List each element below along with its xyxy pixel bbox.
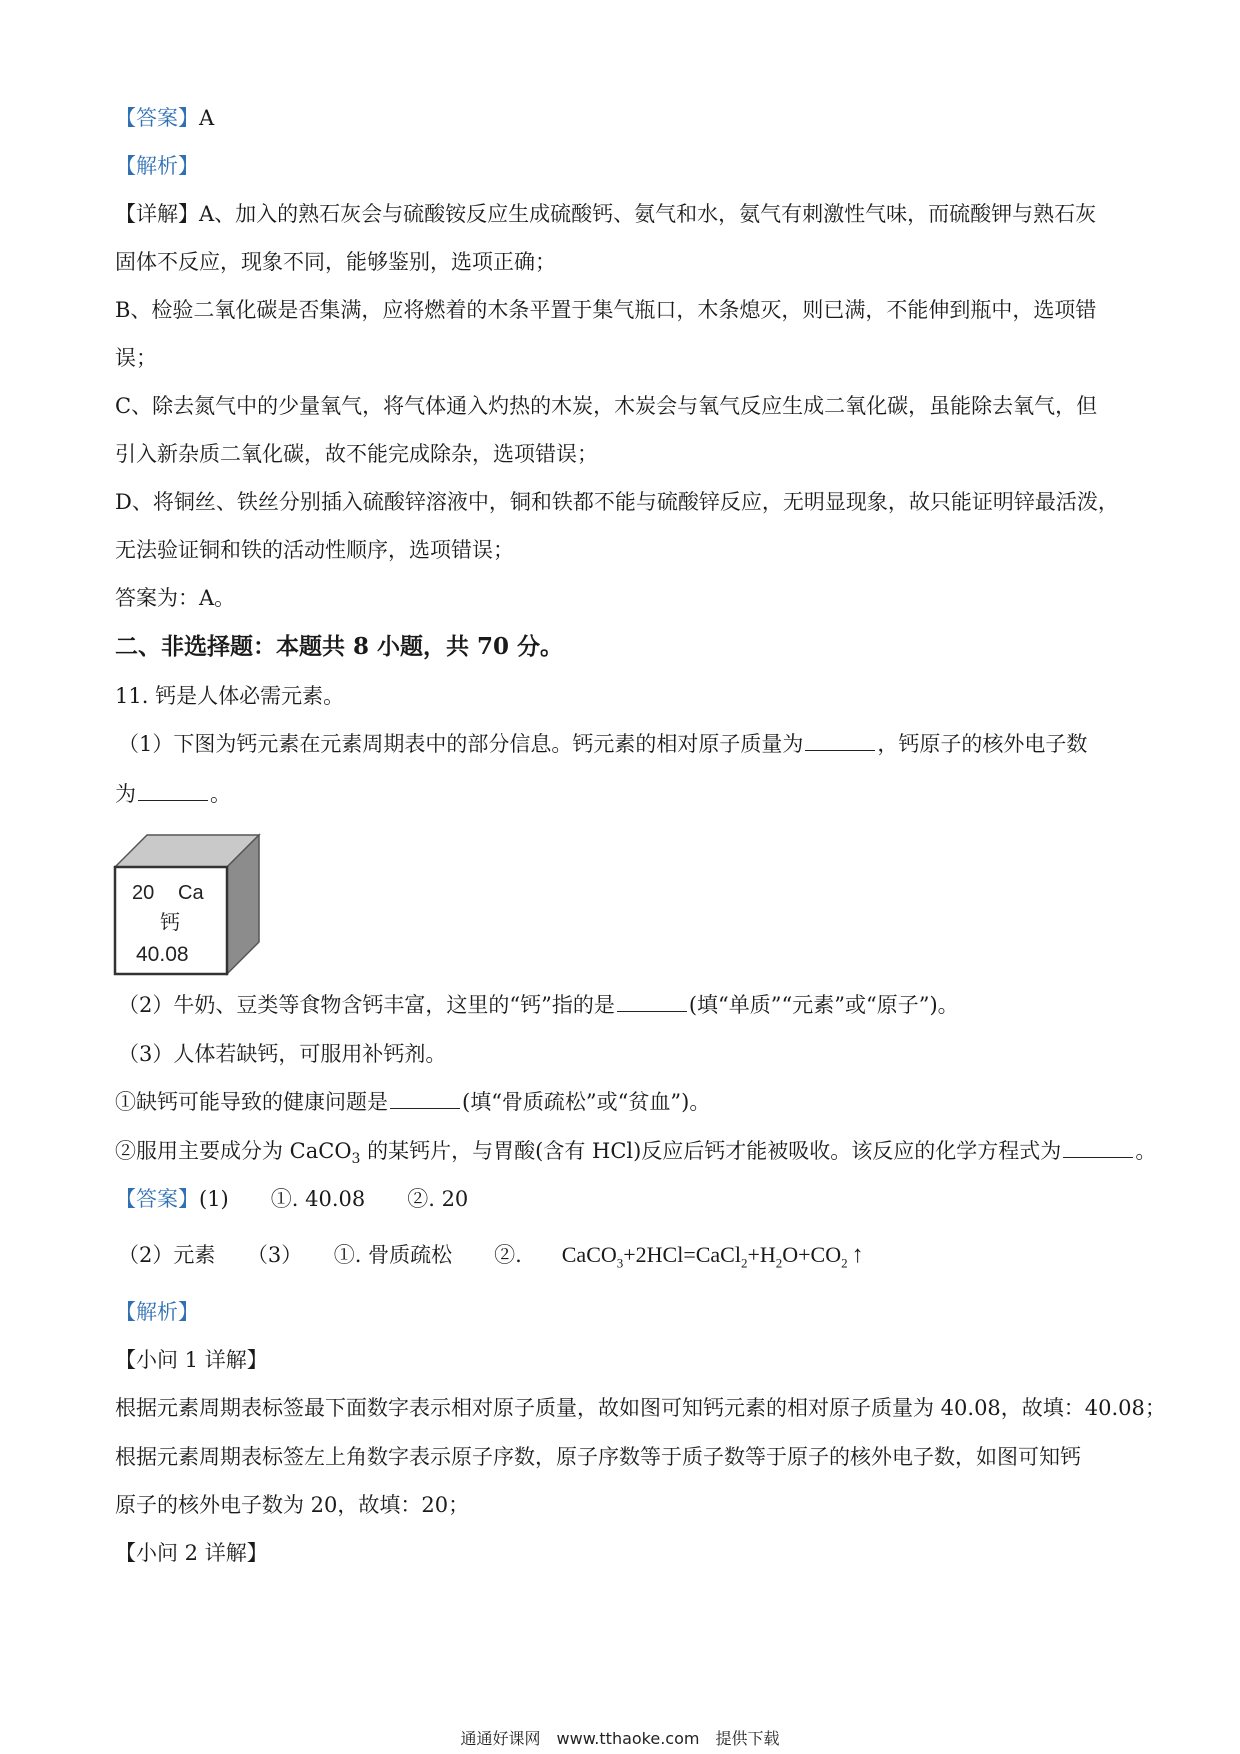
eq-part: +2HCl=CaCl [623,1242,741,1267]
q11-stem: 11. 钙是人体必需元素。 [115,684,345,708]
answer-value: A [199,106,215,130]
eq-sub: 2 [775,1255,783,1271]
eq-part: O+CO [782,1242,842,1267]
answer-blank [1063,1137,1133,1158]
answer-part2-3: （2）元素 （3） ①. 骨质疏松 ②. [118,1243,522,1267]
q10-detail-d1: D、将铜丝、铁丝分别插入硫酸锌溶液中，铜和铁都不能与硫酸锌反应，无明显现象，故只能证明锌最活泼， [115,490,1119,514]
q11-sub1-line1: 根据元素周期表标签最下面数字表示相对原子质量，故如图可知钙元素的相对原子质量为 40.08，故填：40.08； [115,1396,1166,1420]
detail-a-line1: A、加入的熟石灰会与硫酸铵反应生成硫酸钙、氨气和水，氨气有刺激性气味，而硫酸钾与熟石灰 [199,202,1097,226]
part3-2-subscript: 3 [351,1151,361,1168]
part2-text-b: (填“单质”“元素”或“原子”)。 [688,993,959,1017]
calcium-element-card [112,832,272,982]
part3-2-text-a: ②服用主要成分为 CaCO [115,1139,352,1163]
detail-tag: 【详解】 [115,202,199,226]
atomic-mass: 40.08 [136,943,189,966]
q10-detail-a2: 固体不反应，现象不同，能够鉴别，选项正确； [115,250,556,274]
q11-part2 [118,990,959,1020]
q11-part3-1 [115,1087,710,1117]
answer-blank [138,780,208,801]
q11-analysis-tag: 【解析】 [115,1300,199,1324]
page-footer: 通通好课网 www.tthaoke.com 提供下载 [460,1729,780,1748]
q11-sub1-tag: 【小问 1 详解】 [115,1348,268,1372]
gas-arrow: ↑ [851,1242,864,1268]
part1-text-a: （1）下图为钙元素在元素周期表中的部分信息。钙元素的相对原子质量为 [118,732,804,756]
q11-answer-line1 [115,1184,468,1214]
q11-part3-2 [115,1136,1156,1174]
q10-detail-b1: B、检验二氧化碳是否集满，应将燃着的木条平置于集气瓶口，木条熄灭，则已满，不能伸到瓶中，选项错 [115,298,1097,322]
q10-detail-b2: 误； [115,346,157,370]
eq-sub: 2 [740,1255,748,1271]
q11-part1-line2 [115,779,231,809]
part2-text-a: （2）牛奶、豆类等食物含钙丰富，这里的“钙”指的是 [118,993,615,1017]
q10-conclusion: 答案为：A。 [115,586,236,610]
q11-part3: （3）人体若缺钙，可服用补钙剂。 [118,1042,447,1066]
q11-part1-line1 [118,729,1087,759]
answer-blank [805,730,875,751]
part3-1-text-a: ①缺钙可能导致的健康问题是 [115,1090,388,1114]
chemical-equation [561,1242,864,1271]
answer-blank [617,991,687,1012]
q10-detail-d2: 无法验证铜和铁的活动性顺序，选项错误； [115,538,514,562]
q11-sub1-line2: 根据元素周期表标签左上角数字表示原子序数，原子序数等于质子数等于原子的核外电子数，如图可知钙 [115,1445,1081,1469]
answer-tag: 【答案】 [115,1187,199,1211]
atomic-number: 20 [132,882,155,904]
q10-analysis-tag: 【解析】 [115,154,199,178]
part1-text-c: 为 [115,782,136,806]
answer-blank [390,1088,460,1109]
q10-detail-c1: C、除去氮气中的少量氧气，将气体通入灼热的木炭，木炭会与氧气反应生成二氧化碳，虽能除去氧气，但 [115,394,1098,418]
q11-sub2-tag: 【小问 2 详解】 [115,1541,268,1565]
part1-text-d: 。 [210,782,231,806]
part3-1-text-b: (填“骨质疏松”或“贫血”)。 [462,1090,711,1114]
part3-2-text-b: 的某钙片，与胃酸(含有 HCl)反应后钙才能被吸收。该反应的化学方程式为 [360,1139,1062,1163]
part1-text-b: ，钙原子的核外电子数 [877,732,1088,756]
eq-sub: 2 [841,1255,848,1271]
answer-part1: (1) ①. 40.08 ②. 20 [199,1187,469,1211]
q11-sub1-line3: 原子的核外电子数为 20，故填：20； [115,1493,470,1517]
element-name: 钙 [160,910,180,934]
part3-2-text-c: 。 [1135,1139,1157,1163]
answer-tag: 【答案】 [115,106,199,130]
q10-answer [115,103,214,133]
eq-part: +H [747,1242,776,1267]
section-heading: 二、非选择题：本题共 8 小题，共 70 分。 [115,633,564,660]
q10-detail-a1 [115,199,1096,229]
q11-answer-line2 [118,1240,864,1278]
eq-caco: CaCO [561,1242,617,1267]
q10-detail-c2: 引入新杂质二氧化碳，故不能完成除杂，选项错误； [115,442,598,466]
element-symbol: Ca [178,882,204,904]
eq-sub: 3 [616,1255,624,1271]
